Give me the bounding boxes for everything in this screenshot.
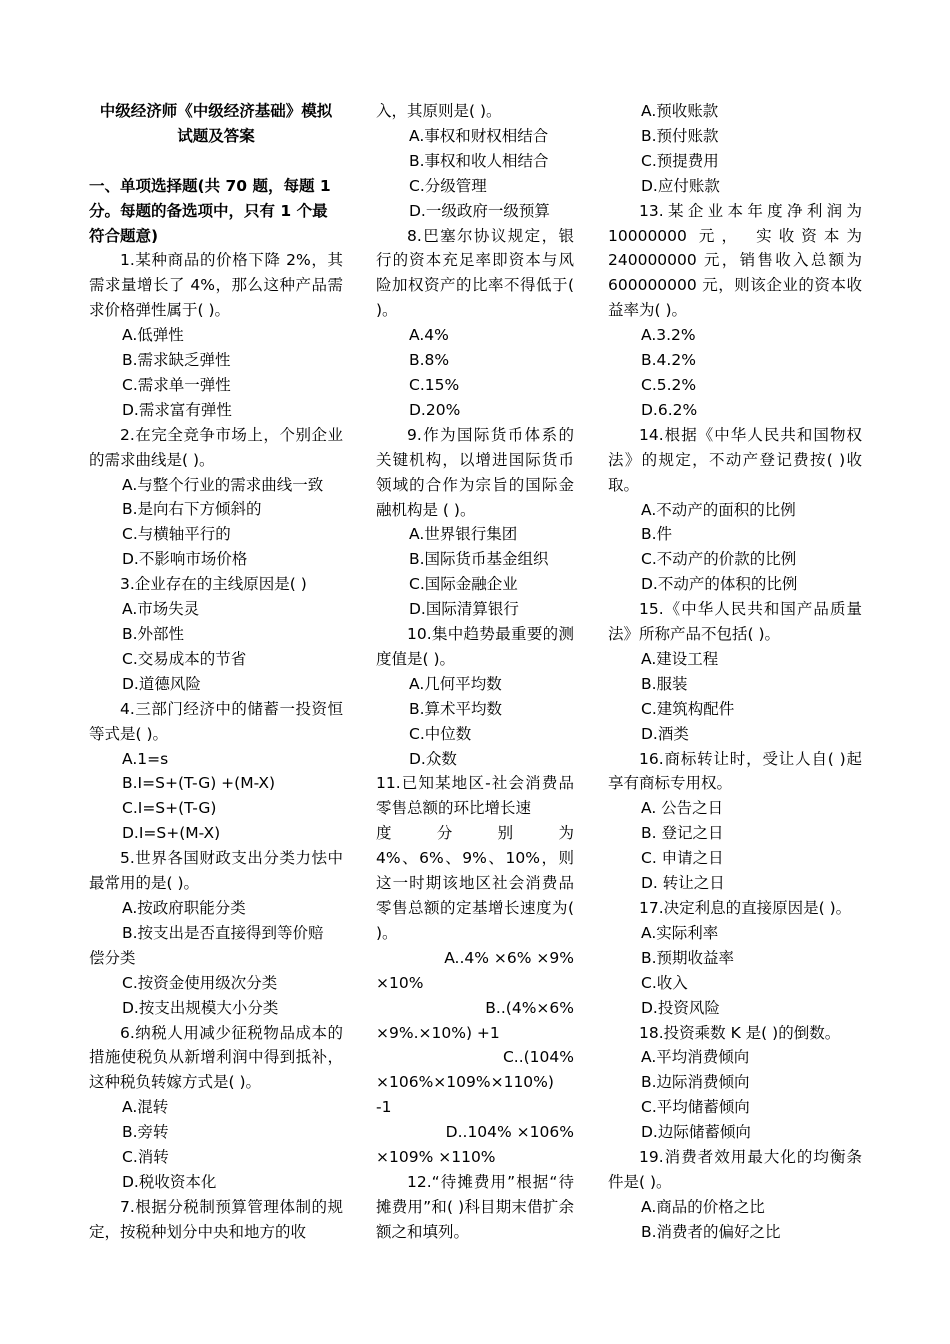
answer-option: D.需求富有弹性 — [122, 400, 232, 419]
answer-option: D.应付账款 — [641, 176, 720, 195]
answer-option: C.收入 — [641, 973, 688, 992]
question-text: 12.“待摊费用”根据“待摊费用”和( )科目期末借扩余额之和填列。 — [376, 1172, 574, 1241]
answer-option: A.4% — [409, 326, 449, 345]
answer-option: C. 申请之日 — [641, 849, 724, 868]
section-heading-line-1: 一、单项选择题(共 70 题，每题 1 — [89, 176, 331, 195]
formula-line: C..(104% — [502, 1048, 574, 1067]
answer-option: A.市场失灵 — [122, 600, 200, 619]
question-text: 19.消费者效用最大化的均衡条件是( )。 — [608, 1148, 862, 1191]
answer-option: C.平均储蓄倾向 — [641, 1098, 750, 1117]
question-text: 8.巴塞尔协议规定，银行的资本充足率即资本与风险加权资产的比率不得低于( )。 — [376, 226, 574, 320]
answer-option: D.税收资本化 — [122, 1172, 217, 1191]
answer-option: D.国际清算银行 — [409, 600, 519, 619]
answer-option: B.算术平均数 — [409, 699, 503, 718]
continuation-text: 入，其原则是( )。 — [376, 102, 502, 120]
answer-option: A.低弹性 — [122, 326, 184, 345]
continuation-text: ×106%×109%×110%) — [376, 1073, 554, 1092]
document-title-line-1: 中级经济师《中级经济基础》模拟 — [99, 102, 333, 120]
justified-line: 度 分 别 为 — [376, 824, 574, 843]
continuation-text: 4%、6%、9%、10%，则这一时期该地区社会消费品零售总额的定基增长速度为( )。 — [376, 849, 574, 942]
answer-option: B. 登记之日 — [641, 824, 724, 843]
answer-option: B.事权和收人相结合 — [409, 151, 549, 170]
column-2 — [376, 99, 574, 1245]
question-text: 14.根据《中华人民共和国物权法》的规定，不动产登记费按( )收取。 — [608, 425, 862, 494]
answer-option: A.实际利率 — [641, 923, 719, 942]
answer-option: A.世界银行集团 — [409, 525, 518, 544]
answer-option: C.不动产的价款的比例 — [641, 550, 797, 569]
answer-option: B.4.2% — [641, 351, 696, 370]
answer-option: B.外部性 — [122, 625, 185, 644]
answer-option: A.不动产的面积的比例 — [641, 500, 796, 519]
question-text: 4.三部门经济中的储蓄一投资恒等式是( )。 — [89, 699, 343, 743]
answer-option: B.预期收益率 — [641, 948, 735, 967]
answer-option: B.件 — [641, 525, 673, 544]
answer-option: C.分级管理 — [409, 176, 487, 195]
answer-option: C.交易成本的节省 — [122, 649, 247, 668]
answer-option: C.I=S+(T-G) — [122, 799, 217, 818]
answer-option: A.建设工程 — [641, 649, 719, 668]
document-title-line-2: 试题及答案 — [177, 126, 255, 145]
question-text: 17.决定利息的直接原因是( )。 — [639, 899, 852, 917]
column-1 — [89, 99, 343, 1245]
answer-option: C.国际金融企业 — [409, 575, 518, 594]
answer-option: A.按政府职能分类 — [122, 898, 246, 917]
answer-option: B.服装 — [641, 674, 688, 693]
section-heading-line-3: 符合题意) — [89, 226, 159, 245]
question-text: 2.在完全竞争市场上，个别企业的需求曲线是( )。 — [89, 425, 343, 469]
answer-option: D. 转让之日 — [641, 874, 725, 893]
answer-option: D.投资风险 — [641, 998, 720, 1017]
continuation-text: ×10% — [376, 973, 424, 992]
answer-option: C.消转 — [122, 1148, 169, 1167]
answer-option: B.需求缺乏弹性 — [122, 351, 231, 370]
answer-option: D.不动产的体积的比例 — [641, 575, 798, 594]
answer-option: A.1=s — [122, 749, 169, 768]
question-text: 1.某种商品的价格下降 2%，其需求量增长了 4%，那么这种产品需求价格弹性属于( )。 — [89, 251, 343, 320]
answer-option: A.事权和财权相结合 — [409, 126, 549, 145]
answer-option: C.预提费用 — [641, 151, 719, 170]
answer-option: B.消费者的偏好之比 — [641, 1222, 781, 1241]
answer-option: C.需求单一弹性 — [122, 375, 231, 394]
continuation-text: ×9%.×10%) +1 — [376, 1023, 500, 1042]
answer-option: B.国际货币基金组织 — [409, 550, 549, 569]
answer-option: D.6.2% — [641, 400, 698, 419]
column-3 — [608, 99, 862, 1245]
answer-option: C.5.2% — [641, 375, 697, 394]
question-text: 13.某企业本年度净利润为 10000000 元， 实收资本为 240000000 元，销售收入总额为 600000000 元，则该企业的资本收益率为( )。 — [608, 201, 862, 320]
continuation-text: -1 — [376, 1098, 392, 1117]
column-2-questions — [376, 99, 574, 1245]
answer-option: B.I=S+(T-G) +(M-X) — [122, 774, 276, 793]
answer-option: D.按支出规模大小分类 — [122, 998, 279, 1017]
answer-option: D.边际储蓄倾向 — [641, 1123, 751, 1142]
question-text: 7.根据分税制预算管理体制的规定，按税种划分中央和地方的收 — [89, 1197, 343, 1241]
answer-option: C.中位数 — [409, 724, 472, 743]
answer-option: A.混转 — [122, 1098, 169, 1117]
answer-option: D.I=S+(M-X) — [122, 824, 221, 843]
answer-option: C.15% — [409, 375, 460, 394]
column-1-questions — [89, 248, 343, 1244]
formula-line: D..104% ×106% — [445, 1123, 574, 1142]
question-text: 16.商标转让时，受让人自( )起享有商标专用权。 — [608, 749, 862, 793]
question-text: 18.投资乘数 K 是( )的倒数。 — [639, 1023, 841, 1042]
answer-option: B.按支出是否直接得到等价赔 — [122, 923, 324, 942]
column-3-questions — [608, 99, 862, 1245]
question-text: 10.集中趋势最重要的测度值是( )。 — [376, 625, 574, 668]
answer-option: A.3.2% — [641, 326, 696, 345]
continuation-text: 偿分类 — [89, 948, 136, 967]
spacer — [89, 149, 343, 174]
formula-line: A..4% ×6% ×9% — [444, 948, 574, 967]
formula-line: B..(4%×6% — [485, 998, 574, 1017]
answer-option: D.酒类 — [641, 724, 689, 743]
answer-option: D.众数 — [409, 749, 457, 768]
answer-option: C.与横轴平行的 — [122, 525, 231, 544]
answer-option: A.平均消费倾向 — [641, 1048, 750, 1067]
answer-option: B.边际消费倾向 — [641, 1073, 750, 1092]
answer-option: B.是向右下方倾斜的 — [122, 500, 262, 519]
answer-option: C.按资金使用级次分类 — [122, 973, 278, 992]
answer-option: D.道德风险 — [122, 674, 201, 693]
answer-option: C.建筑构配件 — [641, 699, 735, 718]
answer-option: A.商品的价格之比 — [641, 1197, 765, 1216]
answer-option: B.预付账款 — [641, 126, 719, 145]
question-text: 9.作为国际货币体系的关键机构，以增进国际货币领域的合作为宗旨的国际金融机构是 ( )。 — [376, 425, 574, 519]
answer-option: D.一级政府一级预算 — [409, 201, 550, 220]
answer-option: B.旁转 — [122, 1123, 169, 1142]
answer-option: A.几何平均数 — [409, 674, 502, 693]
answer-option: D.20% — [409, 400, 461, 419]
section-heading-line-2: 分。每题的备选项中，只有 1 个最 — [89, 201, 328, 220]
answer-option: D.不影响市场价格 — [122, 550, 248, 569]
answer-option: A.预收账款 — [641, 102, 719, 120]
question-text: 15.《中华人民共和国产品质量法》所称产品不包括( )。 — [608, 600, 862, 644]
question-text: 5.世界各国财政支出分类力怯中最常用的是( )。 — [89, 849, 343, 893]
question-text: 6.纳税人用减少征税物品成本的措施使税负从新增利润中得到抵补，这种税负转嫁方式是( )。 — [89, 1023, 343, 1092]
continuation-text: ×109% ×110% — [376, 1148, 496, 1167]
continuation-text: 11.已知某地区-社会消费品零售总额的环比增长速 — [376, 774, 574, 818]
answer-option: A.与整个行业的需求曲线一致 — [122, 475, 324, 494]
answer-option: A. 公告之日 — [641, 799, 724, 818]
question-text: 3.企业存在的主线原因是( ) — [120, 575, 307, 594]
answer-option: B.8% — [409, 351, 450, 370]
